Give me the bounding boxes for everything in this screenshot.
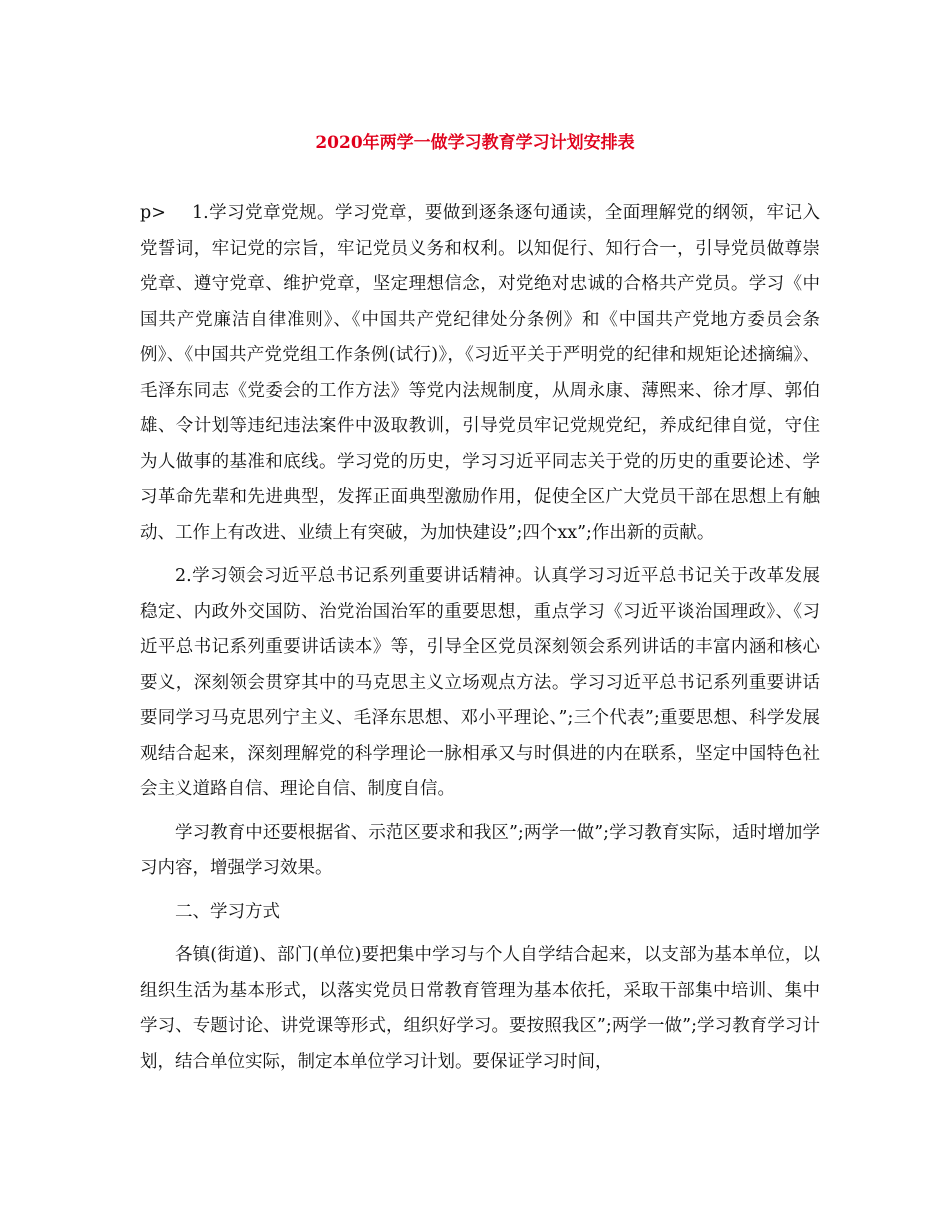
paragraph-4: 各镇(街道)、部门(单位)要把集中学习与个人自学结合起来，以支部为基本单位，以组织生活为基本形式，以落实党员日常教育管理为基本依托，采取干部集中培训、集中学习、专题讨论、讲党课等形式，组织好学习。要按照我区”;两学一做”;学习教育学习计划，结合单位实际，制定本单位学习计划。要保证学习时间， [140,945,820,1072]
section-heading-study-methods: 二、学习方式 [175,901,280,922]
paragraph-3: 学习教育中还要根据省、示范区要求和我区”;两学一做”;学习教育实际，适时增加学习内容，增强学习效果。 [140,822,820,878]
document-title: 2020年两学一做学习教育学习计划安排表 [315,133,635,153]
document-body [140,196,820,1088]
paragraph-2: 2.学习领会习近平总书记系列重要讲话精神。认真学习习近平总书记关于改革发展稳定、内政外交国防、治党治国治军的重要思想，重点学习《习近平谈治国理政》、《习近平总书记系列重要讲话读本》等，引导全区党员深刻领会系列讲话的丰富内涵和核心要义，深刻领会贯穿其中的马克思主义立场观点方法。学习习近平总书记系列重要讲话要同学习马克思列宁主义、毛泽东思想、邓小平理论、”;三个代表”;重要思想、科学发展观结合起来，深刻理解党的科学理论一脉相承又与时俱进的内在联系，坚定中国特色社会主义道路自信、理论自信、制度自信。 [140,566,820,799]
paragraph-1-text: 1.学习党章党规。学习党章，要做到逐条逐句通读，全面理解党的纲领，牢记入党誓词，牢记党的宗旨，牢记党员义务和权利。以知促行、知行合一，引导党员做尊崇党章、遵守党章、维护党章，坚定理想信念，对党绝对忠诚的合格共产党员。学习《中国共产党廉洁自律准则》、《中国共产党纪律处分条例》和《中国共产党地方委员会条例》、《中国共产党党组工作条例(试行)》，《习近平关于严明党的纪律和规矩论述摘编》、毛泽东同志《党委会的工作方法》等党内法规制度，从周永康、薄熙来、徐才厚、郭伯雄、令计划等违纪违法案件中汲取教训，引导党员牢记党规党纪，养成纪律自觉，守住为人做事的基准和底线。学习党的历史，学习习近平同志关于党的历史的重要论述、学习革命先辈和先进典型，发挥正面典型激励作用，促使全区广大党员干部在思想上有触动、工作上有改进、业绩上有突破，为加快建设”;四个xx”;作出新的贡献。 [140,203,820,543]
lead-marker: p> [140,203,166,223]
paragraph-1 [140,196,820,551]
